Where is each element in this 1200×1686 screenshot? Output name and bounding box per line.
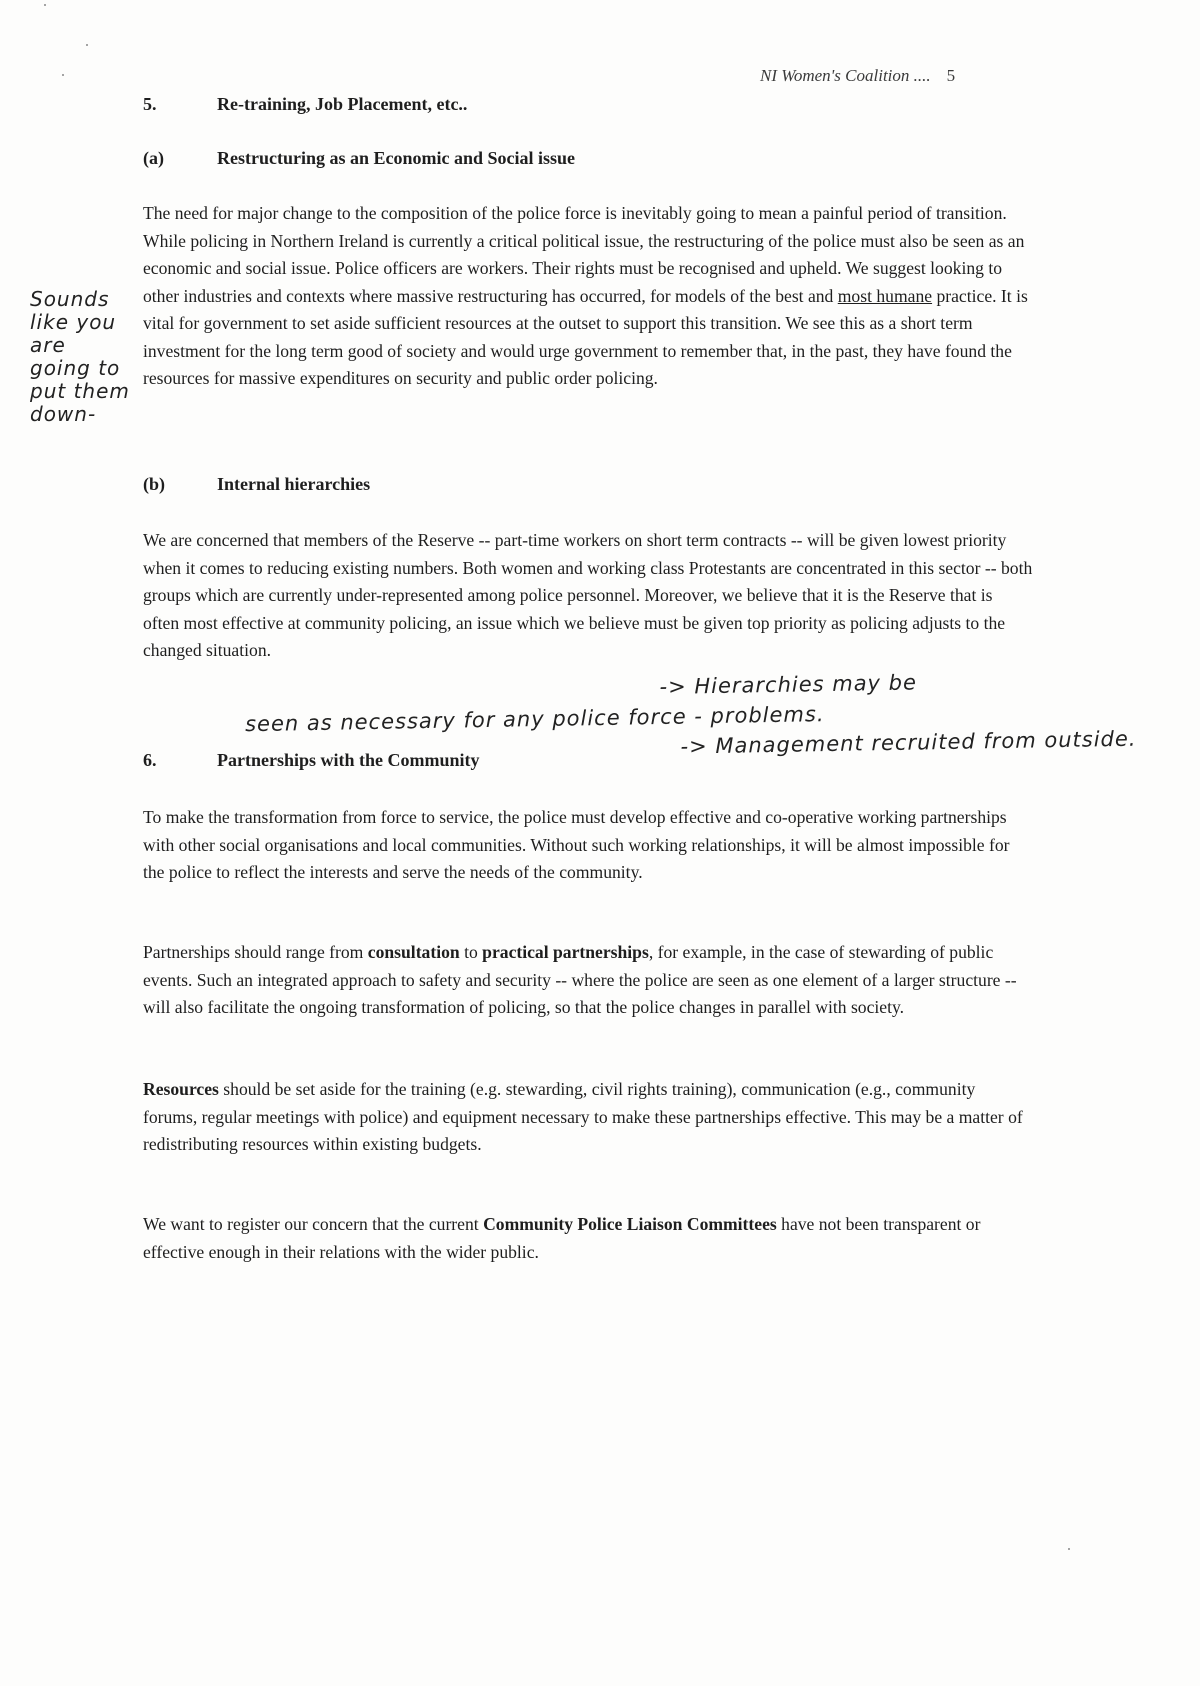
running-title: NI Women's Coalition .... [760,66,931,85]
paragraph-text: have not been transparent or effective enough in their relations with the wider public. [143,1214,981,1262]
underlined-text: most humane [837,285,933,306]
section-number: 5. [143,94,157,114]
section-5b-heading [143,474,370,495]
handwritten-margin-note: Sounds like you are going to put them down- [30,287,130,426]
section-number: (b) [143,474,165,494]
section-number: (a) [143,148,164,168]
section-title: Internal hierarchies [217,474,371,494]
section-5a-paragraph [143,200,1033,393]
handwritten-line: seen as necessary for any police force - problems. [244,702,825,737]
bold-term: Resources [143,1079,219,1099]
paragraph-text: to [459,942,483,962]
page-number: 5 [946,66,956,85]
bold-term: Community Police Liaison Committees [483,1214,777,1234]
handwritten-line: -> Management recruited from outside. [680,726,1137,759]
bold-term: consultation [367,942,460,962]
section-6-paragraph-4 [143,1211,1033,1266]
section-title: Re-training, Job Placement, etc.. [217,94,468,114]
paragraph-text: We want to register our concern that the current [143,1214,484,1234]
scan-speck [86,44,88,46]
section-6-heading [143,750,480,771]
paragraph-text: , for example, in the case of stewarding of public events. Such an integrated approach to safety and security -- where the police are seen as one element of a larger structure -- will also facilitate the ongoing transformation of policing, so that the police changes in parallel with society. [143,942,1017,1017]
section-5b-paragraph: We are concerned that members of the Reserve -- part-time workers on short term contracts -- will be given lowest priority when it comes to reducing existing numbers. Both women and working class Protestants are concentrated in this sector -- both groups which are currently under-represented among police personnel. Moreover, we believe that it is the Reserve that is often most effective at community policing, an issue which we believe must be given top priority as policing adjusts to the changed situation. [143,530,1033,660]
paragraph-text: should be set aside for the training (e.g. stewarding, civil rights training), communication (e.g., community forums, regular meetings with police) and equipment necessary to make these partnerships effective. This may be a matter of redistributing resources within existing budgets. [143,1079,1023,1154]
paragraph-text: The need for major change to the composition of the police force is inevitably going to mean a painful period of transition. While policing in Northern Ireland is currently a critical political issue, the restructuring of the police must also be seen as an economic and social issue. Police officers are workers. Their rights must be recognised and upheld. We suggest looking to other industries and contexts where massive restructuring has occurred, for models of the best and [143,203,1025,306]
paragraph-text: Partnerships should range from [143,942,368,962]
running-header [760,66,955,86]
handwritten-line: -> Hierarchies may be [659,670,918,699]
section-6-paragraph-3 [143,1076,1033,1159]
section-5a-heading [143,148,575,169]
section-title: Restructuring as an Economic and Social issue [217,148,576,168]
section-6-paragraph-2 [143,939,1033,1022]
scan-speck [62,74,64,76]
section-number: 6. [143,750,157,770]
section-6-paragraph-1: To make the transformation from force to service, the police must develop effective and co-operative working partnerships with other social organisations and local communities. Without such working relationships, it will be almost impossible for the police to reflect the interests and serve the needs of the community. [143,807,1010,882]
section-title: Partnerships with the Community [217,750,480,770]
section-5-heading [143,94,467,115]
scan-speck [1068,1548,1070,1550]
paragraph-text: practice. It is vital for government to set aside sufficient resources at the outset to support this transition. We see this as a short term investment for the long term good of society and would urge government to remember that, in the past, they have found the resources for massive expenditures on security and public order policing. [143,285,1028,388]
bold-term: practical partnerships [482,942,649,962]
scan-speck [44,4,46,6]
